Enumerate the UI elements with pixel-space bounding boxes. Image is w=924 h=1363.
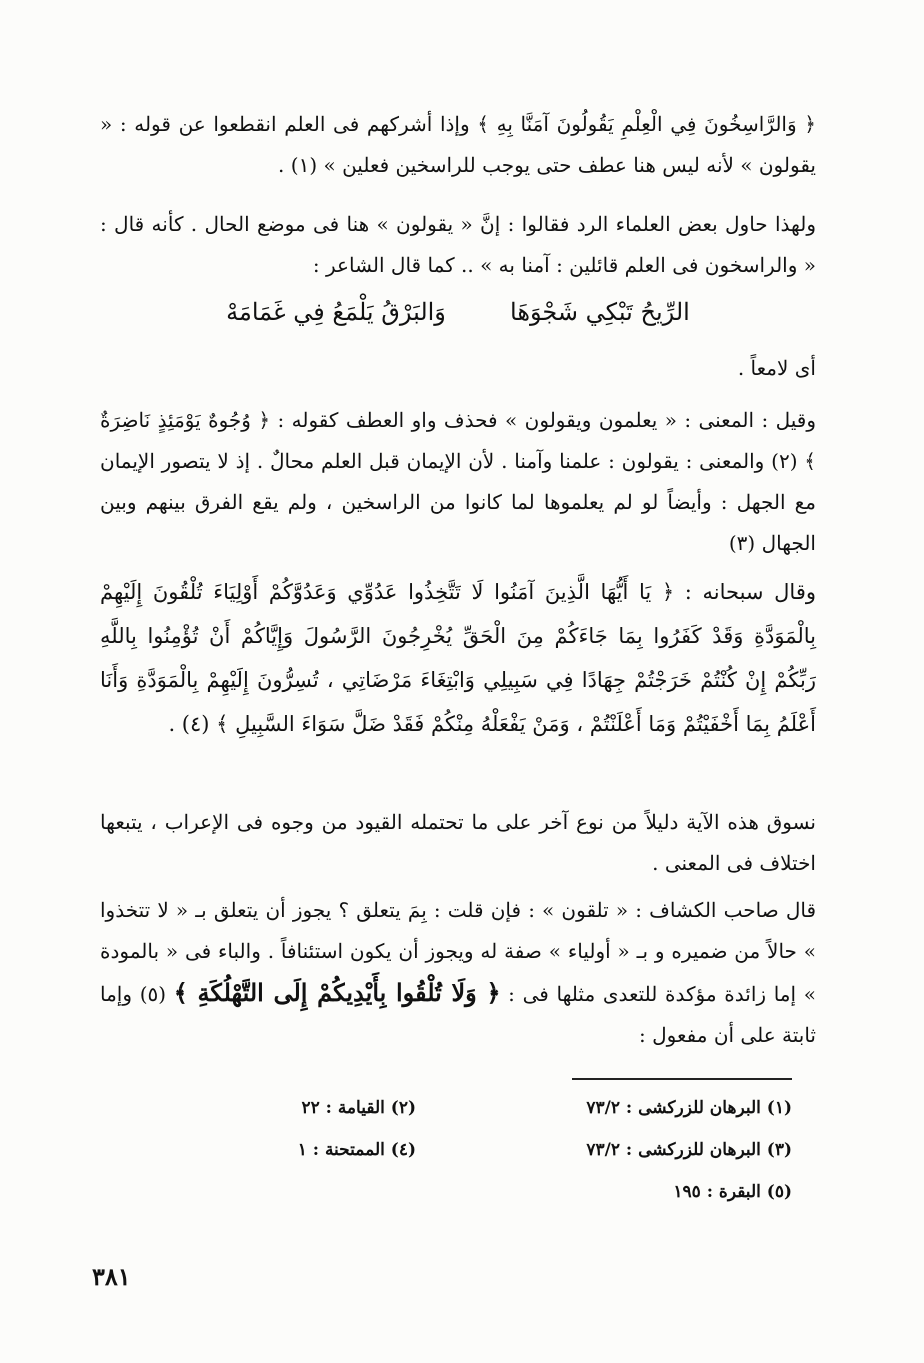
paragraph-7-text: قال صاحب الكشاف : « تلقون » : فإن قلت : بِمَ يتعلق ؟ يجوز أن يتعلق بـ « لا تتخذوا » حالاً من ضميره و بـ « أولياء » صفة له ويجوز أن يكون استئنافاً . والباء فى « بالمودة » إما زائدة مؤكدة للتعدى مثلها فى : [100,898,816,1006]
paragraph-6: نسوق هذه الآية دليلاً من نوع آخر على ما تحتمله القيود من وجوه فى الإعراب ، يتبعها اختلاف فى المعنى . [100,810,816,875]
poetry-verse [100,292,816,333]
footnote-separator [572,1078,792,1080]
footnote-3: (٣) البرهان للزركشى : ٧٣/٢ [586,1140,792,1160]
paragraph-7-end: (٥) وإما ثابتة على أن مفعول : [100,982,816,1047]
paragraph-1: ﴿ وَالرَّاسِخُونَ فِي الْعِلْمِ يَقُولُونَ آمَنَّا بِهِ ﴾ وإذا أشركهم فى العلم انقطعوا عن قوله : « يقولون » لأنه ليس هنا عطف حتى يوجب للراسخين فعلين » (١) . [100,112,816,177]
quran-quote: ﴿ وَلَا تُلْقُوا بِأَيْدِيكُمْ إِلَى التَّهْلُكَةِ ﴾ [173,978,501,1007]
paragraph-7 [100,890,816,1056]
paragraph-5-quran: وقال سبحانه : ﴿ يَا أَيُّهَا الَّذِينَ آمَنُوا لَا تَتَّخِذُوا عَدُوِّي وَعَدُوَّكُمْ أَوْلِيَاءَ تُلْقُونَ إِلَيْهِمْ بِالْمَوَدَّةِ وَقَدْ كَفَرُوا بِمَا جَاءَكُمْ مِنَ الْحَقِّ يُخْرِجُونَ الرَّسُولَ وَإِيَّاكُمْ أَنْ تُؤْمِنُوا بِاللَّهِ رَبِّكُمْ إِنْ كُنْتُمْ خَرَجْتُمْ جِهَادًا فِي سَبِيلِي وَابْتِغَاءَ مَرْضَاتِي ، تُسِرُّونَ إِلَيْهِمْ بِالْمَوَدَّةِ وَأَنَا أَعْلَمُ بِمَا أَخْفَيْتُمْ وَمَا أَعْلَنْتُمْ ، وَمَنْ يَفْعَلْهُ مِنْكُمْ فَقَدْ ضَلَّ سَوَاءَ السَّبِيلِ ﴾ (٤) . [100,580,816,736]
footnote-1: (١) البرهان للزركشى : ٧٣/٢ [586,1098,792,1118]
footnote-5: (٥) البقرة : ١٩٥ [673,1182,792,1202]
paragraph-3: أى لامعاً . [737,356,816,380]
verse-second-hemistich: وَالبَرْقُ يَلْمَعُ فِي غَمَامَهْ [226,298,446,326]
paragraph-2: ولهذا حاول بعض العلماء الرد فقالوا : إنَّ « يقولون » هنا فى موضع الحال . كأنه قال : « والراسخون فى العلم قائلين : آمنا به » .. كما قال الشاعر : [100,212,816,277]
verse-first-hemistich: الرِّيحُ تَبْكِي شَجْوَهَا [510,298,690,326]
footnote-4: (٤) الممتحنة : ١ [297,1140,416,1160]
page-number: ٣٨١ [92,1262,131,1291]
paragraph-4: وقيل : المعنى : « يعلمون ويقولون » فحذف واو العطف كقوله : ﴿ وُجُوهٌ يَوْمَئِذٍ نَاضِرَةٌ ﴾ (٢) والمعنى : يقولون : علمنا وآمنا . لأن الإيمان قبل العلم محالٌ . إذ لا يتصور الإيمان مع الجهل : وأيضاً لو لم يعلموها لما كانوا من الراسخين ، ولم يقع الفرق بينهم وبين الجهال (٣) [100,408,816,555]
footnote-2: (٢) القيامة : ٢٢ [301,1098,416,1118]
